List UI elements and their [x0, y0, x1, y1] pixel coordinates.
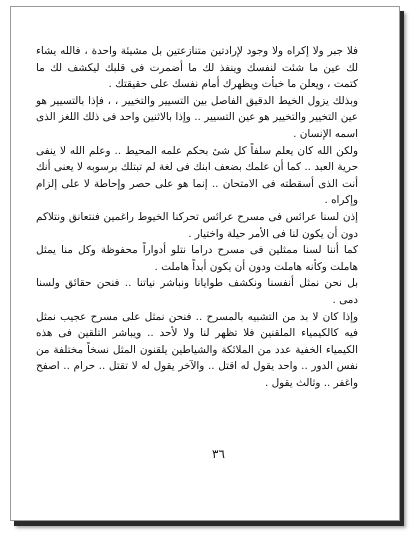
- paragraph-3: ولكن الله كان يعلم سلفاً كل شئ بحكم علمه المحيط .. وعلم الله لا ينفى حرية العبد .. كما أن علمك بضعف ابنك فى لغة لم تبتلك برسوبه لا يعنى أنك أنت الذى أسقطته فى الامتحان .. إنما هو على حصر وإحاطة لا على إلزام وإكراه .: [36, 144, 358, 207]
- paragraph-4: إذن لسنا عرائس فى مسرح عرائس تحركنا الخيوط راغمين فنتعانق ونتلاكم دون أن يكون لنا فى الأمر حيلة واختيار .: [36, 210, 358, 240]
- page-number: ٣٦: [212, 447, 225, 461]
- page-body-text: [36, 43, 358, 391]
- paragraph-5: كما أننا لسنا ممثلين فى مسرح دراما نتلو أدواراً محفوظة وكل منا يمثل هاملت وكأنه هاملت ودون أن يكون أبداً هاملت .: [36, 244, 358, 273]
- paragraph-1: فلا جبر ولا إكراه ولا وجود لإرادتين متنازعتين بل مشيئة واحدة ، فالله يشاء لك عين ما شئت لنفسك وينفذ لك ما أضمرت فى قلبك ليكشف لك ما كتمت ، ويعلن ما خبأت ويظهرك أمام نفسك على حقيقتك .: [36, 45, 358, 91]
- paragraph-2: وبذلك يزول الخيط الدقيق الفاصل بين التسيير والتخيير ، ، فإذا بالتسيير هو عين التخيير والتخيير هو عين التسيير .. وإذا بالاثنين واحد فى ذلك اللغز الذى اسمه الإنسان .: [36, 94, 358, 140]
- paragraph-7: وإذا كان لا بد من التشبيه بالمسرح .. فنحن نمثل على مسرح عجيب نمثل فيه كالكيمياء الملقنين فلا تظهر لنا ولا لأحد .. ويباشر التلقين فى هذه الكيمياء الخفية عدد من الملائكة والشياطين يلقنون المثل نسخاً مختلفة من نفس الدور .. واحد يقول له اقتل .. والآخر يقول له لا تقتل .. حرام .. اصفح واغفر .. وثالث يقول .: [36, 310, 358, 389]
- paragraph-6: بل نحن نمثل أنفسنا ونكشف طوايانا ونباشر نياتنا .. فنحن حقائق ولسنا دمى .: [36, 277, 358, 306]
